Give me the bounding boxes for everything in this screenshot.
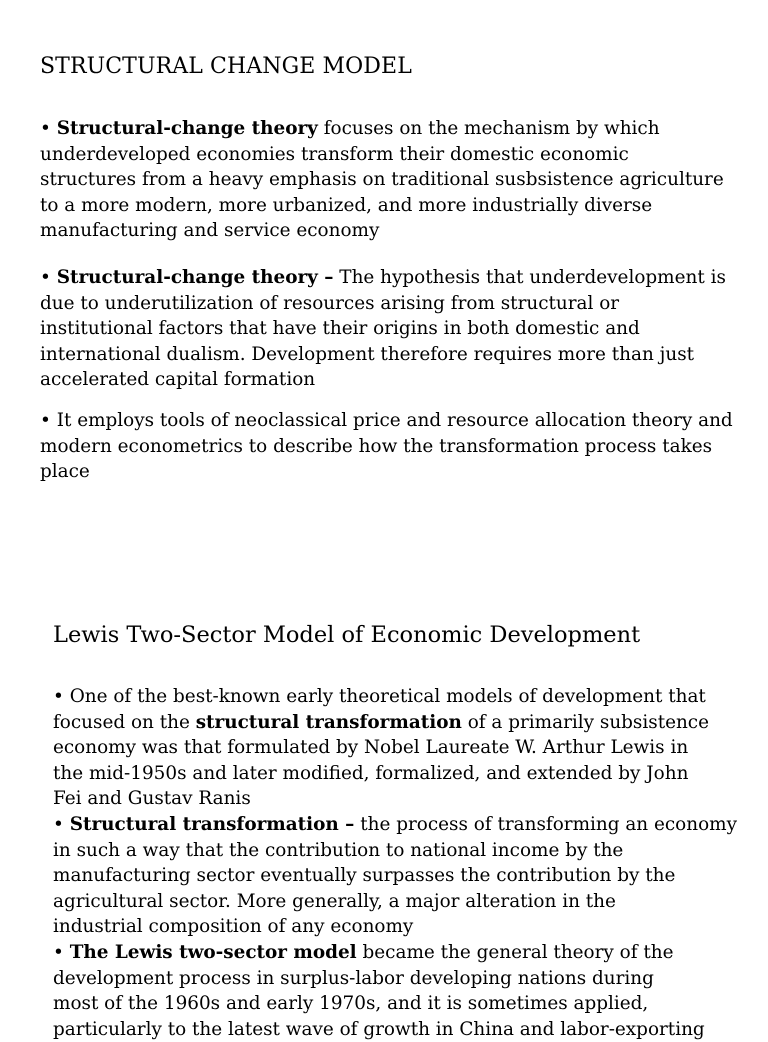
bold-term: structural transformation bbox=[195, 711, 462, 733]
text-run: development process in surplus-labor developing nations during bbox=[53, 967, 654, 989]
text-run: agricultural sector. More generally, a major alteration in the bbox=[53, 890, 616, 912]
text-run: The hypothesis that underdevelopment is bbox=[333, 267, 726, 288]
text-line bbox=[53, 786, 737, 812]
text-run: of a primarily subsistence bbox=[461, 711, 709, 733]
bold-term: The Lewis two-sector model bbox=[69, 941, 357, 963]
text-run: focused on the bbox=[53, 711, 196, 733]
bullet-neoclassical-tools bbox=[40, 408, 733, 485]
text-run: accelerated capital formation bbox=[40, 369, 316, 391]
text-line bbox=[40, 193, 724, 219]
text-run: • It employs tools of neoclassical price and resource allocation theory and bbox=[40, 410, 733, 431]
bullet-structural-change-focus bbox=[40, 116, 724, 244]
text-run: Fei and Gustav Ranis bbox=[53, 788, 251, 810]
text-run: international dualism. Development therefore requires more than just bbox=[40, 343, 695, 365]
text-line bbox=[40, 167, 724, 193]
text-run: became the general theory of the bbox=[356, 941, 674, 963]
text-line bbox=[53, 889, 737, 915]
text-line bbox=[40, 342, 726, 368]
text-line bbox=[40, 316, 726, 342]
text-run: • bbox=[53, 941, 70, 963]
section-title-lewis-model: Lewis Two-Sector Model of Economic Development bbox=[53, 622, 641, 648]
text-line bbox=[53, 940, 737, 966]
text-line bbox=[40, 291, 726, 317]
text-run: • bbox=[53, 813, 70, 835]
text-run: due to underutilization of resources arising from structural or bbox=[40, 292, 620, 314]
text-line bbox=[53, 735, 737, 761]
text-run: manufacturing sector eventually surpasses the contribution by the bbox=[53, 865, 676, 887]
bold-term: Structural-change theory – bbox=[56, 267, 334, 288]
text-run: • bbox=[40, 118, 57, 139]
text-run: structures from a heavy emphasis on traditional susbsistence agriculture bbox=[40, 169, 724, 191]
text-line bbox=[40, 408, 733, 434]
text-run: in such a way that the contribution to national income by the bbox=[53, 839, 624, 861]
text-run: place bbox=[40, 461, 90, 483]
bold-term: Structural transformation – bbox=[69, 813, 355, 835]
text-run: the process of transforming an economy bbox=[354, 813, 738, 835]
text-run: economy was that formulated by Nobel Laureate W. Arthur Lewis in bbox=[53, 737, 689, 759]
text-run: to a more modern, more urbanized, and more industrially diverse bbox=[40, 194, 653, 216]
text-run: • One of the best-known early theoretical models of development that bbox=[53, 686, 706, 707]
text-line bbox=[40, 434, 733, 460]
text-line bbox=[40, 218, 724, 244]
page-title: STRUCTURAL CHANGE MODEL bbox=[40, 54, 412, 79]
text-line bbox=[53, 838, 737, 864]
text-line bbox=[53, 812, 737, 838]
text-line bbox=[40, 116, 724, 142]
section-body-lewis-model bbox=[53, 684, 737, 1042]
text-line bbox=[53, 863, 737, 889]
text-run: modern econometrics to describe how the transformation process takes bbox=[40, 435, 713, 457]
text-run: focuses on the mechanism by which bbox=[317, 118, 660, 139]
text-run: the mid-1950s and later modified, formalized, and extended by John bbox=[53, 762, 689, 784]
text-line bbox=[53, 914, 737, 940]
text-line bbox=[40, 265, 726, 291]
text-run: most of the 1960s and early 1970s, and it is sometimes applied, bbox=[53, 993, 649, 1015]
text-run: • bbox=[40, 267, 57, 288]
text-line bbox=[40, 367, 726, 393]
text-run: institutional factors that have their origins in both domestic and bbox=[40, 318, 640, 340]
text-run: particularly to the latest wave of growth in China and labor-exporting bbox=[53, 1018, 705, 1040]
text-line bbox=[53, 991, 737, 1017]
text-line bbox=[53, 684, 737, 710]
text-run: underdeveloped economies transform their domestic economic bbox=[40, 143, 629, 165]
text-line bbox=[40, 142, 724, 168]
text-line bbox=[53, 966, 737, 992]
text-line bbox=[40, 459, 733, 485]
bullet-structural-change-definition bbox=[40, 265, 726, 393]
text-line bbox=[53, 1017, 737, 1042]
text-run: manufacturing and service economy bbox=[40, 220, 380, 242]
text-run: industrial composition of any economy bbox=[53, 916, 414, 938]
text-line bbox=[53, 761, 737, 787]
bold-term: Structural-change theory bbox=[56, 118, 318, 139]
text-line bbox=[53, 710, 737, 736]
